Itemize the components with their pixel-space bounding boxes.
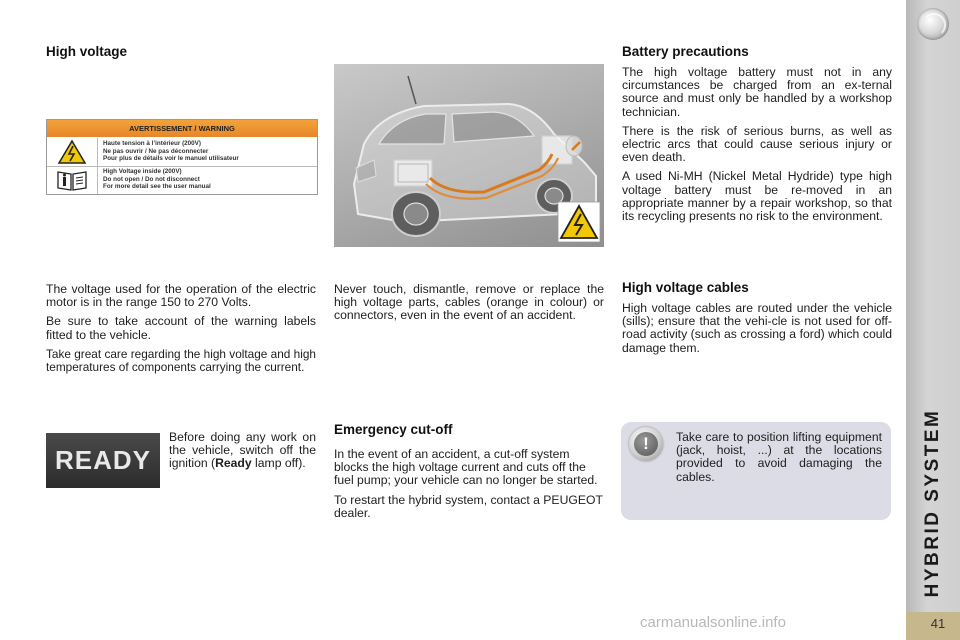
paragraph-battery-3: A used Ni-MH (Nickel Metal Hydride) type high voltage battery must be re-moved in an appropriate manner by a repair workshop, so that its recycling presents no risk to the environment. bbox=[622, 169, 892, 224]
voltage-info bbox=[46, 283, 316, 374]
exclamation-icon: ! bbox=[629, 427, 663, 461]
ready-text-bold: Ready bbox=[215, 456, 252, 471]
paragraph-battery-2: There is the risk of serious burns, as well as electric arcs that could cause serious injury or even death. bbox=[622, 123, 892, 165]
ready-instructions bbox=[169, 431, 316, 471]
never-touch-block bbox=[334, 283, 604, 323]
warning-line: Pour plus de détails voir le manuel utilisateur bbox=[103, 155, 239, 162]
paragraph-cables: High voltage cables are routed under the vehicle (sills); ensure that the vehi-cle is not used for off-road activity (such as crossing a ford) which could damage them. bbox=[622, 301, 892, 355]
section-title: HYBRID SYSTEM bbox=[922, 408, 943, 598]
hybrid-badge-icon bbox=[917, 8, 949, 40]
warning-label-header: AVERTISSEMENT / WARNING bbox=[47, 120, 317, 137]
page-number: 41 bbox=[930, 616, 946, 631]
manual-book-icon bbox=[47, 166, 98, 194]
note-content bbox=[676, 431, 882, 484]
warning-row-en bbox=[47, 166, 317, 194]
heading-battery-precautions: Battery precautions bbox=[622, 44, 749, 59]
heading-high-voltage: High voltage bbox=[46, 44, 128, 59]
heading-emergency-cutoff: Emergency cut-off bbox=[334, 422, 453, 437]
ready-text-after: lamp off). bbox=[251, 456, 306, 471]
paragraph-battery-1: The high voltage battery must not in any circumstances be charged from an ex-ternal source and must only be handled by a workshop technician. bbox=[622, 65, 892, 119]
battery-block bbox=[622, 66, 892, 223]
paragraph-high-temperatures: Take great care regarding the high voltage and high temperatures of components carrying the current. bbox=[46, 346, 316, 375]
ready-text-before: Before doing any work on the vehicle, switch off the ignition ( bbox=[169, 430, 316, 471]
car-illustration bbox=[334, 64, 604, 247]
hazard-triangle-icon bbox=[47, 138, 98, 166]
ready-lamp-image: READY bbox=[46, 433, 160, 488]
paragraph-emergency-2: To restart the hybrid system, contact a PEUGEOT dealer. bbox=[334, 492, 603, 520]
emergency-block bbox=[334, 448, 604, 520]
paragraph-warning-labels: Be sure to take account of the warning labels fitted to the vehicle. bbox=[46, 314, 316, 342]
warning-text-fr bbox=[103, 140, 239, 163]
hazard-triangle-icon bbox=[558, 202, 600, 242]
warning-line: Do not open / Do not disconnect bbox=[103, 175, 200, 183]
warning-label bbox=[46, 119, 318, 195]
warning-line: Ne pas ouvrir / Ne pas déconnecter bbox=[103, 147, 209, 155]
heading-high-voltage-cables: High voltage cables bbox=[622, 280, 749, 295]
warning-line: For more detail see the user manual bbox=[103, 183, 211, 190]
paragraph-emergency-1: In the event of an accident, a cut-off system blocks the high voltage current and cuts off the fuel pump; your vehicle can no longer be started. bbox=[334, 447, 598, 488]
paragraph-voltage-range: The voltage used for the operation of the electric motor is in the range 150 to 270 Volts. bbox=[46, 282, 316, 310]
watermark: carmanualsonline.info bbox=[640, 614, 786, 631]
warning-row-fr bbox=[47, 138, 317, 167]
warning-text-en bbox=[103, 168, 211, 191]
note-text: Take care to position lifting equipment (jack, hoist, ...) at the locations provided to avoid damaging the cables. bbox=[676, 430, 882, 484]
warning-line: High Voltage inside (200V) bbox=[103, 168, 182, 175]
cables-block bbox=[622, 302, 892, 355]
paragraph-never-touch: Never touch, dismantle, remove or replace the high voltage parts, cables (orange in colour) or connectors, even in the event of an accident. bbox=[334, 282, 604, 323]
warning-line: Haute tension à l’intérieur (200V) bbox=[103, 140, 201, 147]
